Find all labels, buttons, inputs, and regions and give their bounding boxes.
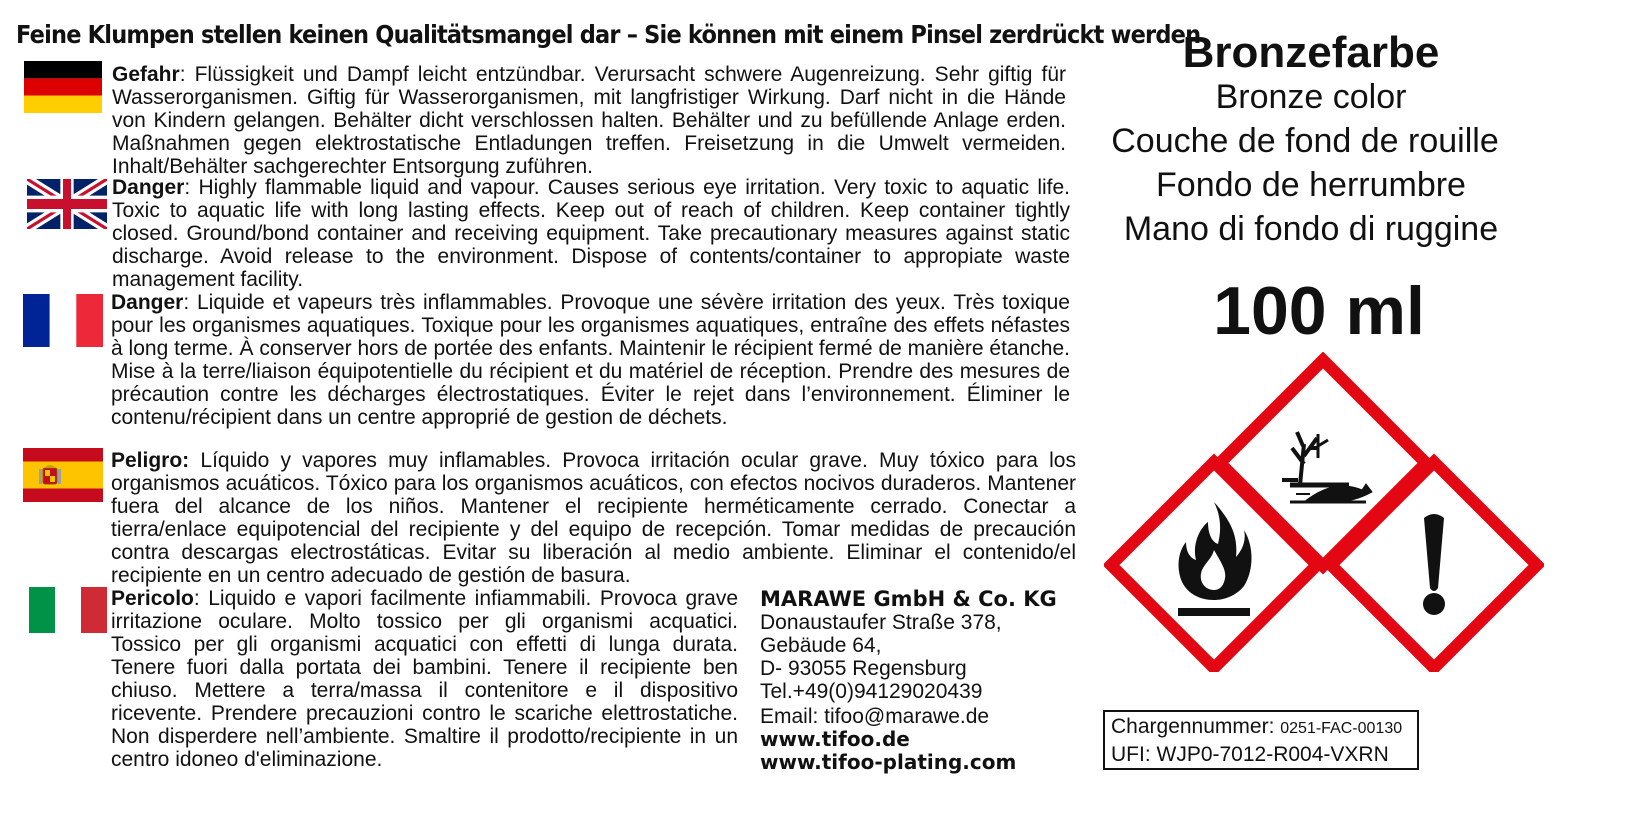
product-volume: 100 ml — [1213, 273, 1425, 349]
company-city: D- 93055 Regensburg — [760, 657, 967, 680]
company-building: Gebäude 64, — [760, 634, 882, 657]
ghs-pictograms — [1104, 352, 1544, 672]
product-name-en: Bronze color — [1215, 78, 1407, 116]
company-website-1[interactable]: www.tifoo.de — [760, 727, 910, 751]
product-name-de: Bronzefarbe — [1182, 28, 1440, 77]
company-phone: Tel.+49(0)94129020439 — [760, 680, 983, 703]
company-street: Donaustaufer Straße 378, — [760, 611, 1002, 634]
company-website-2[interactable]: www.tifoo-plating.com — [760, 750, 1017, 774]
hazard-text-fr: Danger: Liquide et vapeurs très inflammables. Provoque une sévère irritation des yeux. Très toxique pour les organismes aquatiques. Toxique pour les organismes aquatiques, entraîne des effets néfastes à long terme. À conserver hors de portée des enfants. Maintenir le récipient fermé de manière étanche. Mise à la terre/liaison équipotentielle du récipient et du matériel de réception. Prendre des mesures de précaution contre les décharges électrostatiques. Éviter le rejet dans l’environnement. Éliminer le contenu/récipient dans un centre approprié de gestion de déchets. — [111, 291, 1070, 429]
company-email: Email: tifoo@marawe.de — [760, 705, 990, 728]
hazard-text-en: Danger: Highly flammable liquid and vapour. Causes serious eye irritation. Very toxic to aquatic life. Toxic to aquatic life with long lasting effects. Keep out of reach of children. Keep container tightly closed. Ground/bond container and receiving equipment. Take precautionary measures against static discharge. Avoid release to the environment. Dispose of contents/container to appropiate waste management facility. — [112, 176, 1071, 291]
company-name: MARAWE GmbH & Co. KG — [760, 587, 1057, 611]
product-name-es: Fondo de herrumbre — [1156, 166, 1466, 204]
batch-label: Chargennummer: — [1111, 715, 1275, 738]
headline: Feine Klumpen stellen keinen Qualitätsmangel dar – Sie können mit einem Pinsel zerdrückt werden — [16, 20, 1201, 49]
italy-flag — [29, 587, 107, 633]
france-flag — [23, 294, 103, 347]
hazard-text-es: Peligro: Líquido y vapores muy inflamables. Provoca irritación ocular grave. Muy tóxico para los organismos acuáticos. Tóxico para los organismos acuáticos, con efectos nocivos duraderos. Mantener fuera del alcance de los niños. Mantener el recipiente herméticamente cerrado. Conectar a tierra/enlace equipotencial del recipiente y del equipo de recepción. Tomar medidas de precaución contra descargas electrostáticas. Evitar su liberación al medio ambiente. Eliminar el contenido/el recipiente en un centro adecuado de gestión de basura. — [111, 449, 1076, 587]
product-name-fr: Couche de fond de rouille — [1111, 122, 1499, 160]
spain-flag — [23, 448, 103, 502]
germany-flag — [24, 61, 102, 113]
hazard-text-de: Gefahr: Flüssigkeit und Dampf leicht entzündbar. Verursacht schwere Augenreizung. Sehr giftig für Wasserorganismen. Giftig für Wasserorganismen, mit langfristiger Wirkung. Darf nicht in die Hände von Kindern gelangen. Behälter dicht verschlossen halten. Behälter und zu befüllende Anlage erden. Maßnahmen gegen elektrostatische Entladungen treffen. Freisetzung in die Umwelt vermeiden. Inhalt/Behälter sachgerechter Entsorgung zuführen. — [112, 63, 1067, 178]
ufi-code: UFI: WJP0-7012-R004-VXRN — [1111, 743, 1389, 766]
batch-number: 0251-FAC-00130 — [1280, 720, 1403, 737]
company-address — [760, 588, 1057, 774]
product-name-it: Mano di fondo di ruggine — [1123, 210, 1499, 248]
batch-number-row — [1111, 714, 1411, 742]
uk-flag — [27, 179, 107, 229]
hazard-text-it: Pericolo: Liquido e vapori facilmente infiammabili. Provoca grave irritazione oculare. Molto tossico per gli organismi acquatici. Tossico per gli organismi acquatici con effetti di lunga durata. Tenere fuori dalla portata dei bambini. Tenere il recipiente ben chiuso. Mettere a terra/massa il contenitore e il dispositivo ricevente. Prendere precauzioni contro le scariche elettrostatiche. Non disperdere nell’ambiente. Smaltire il prodotto/recipiente in un centro idoneo d'eliminazione. — [111, 587, 739, 771]
batch-info-box — [1103, 710, 1419, 770]
